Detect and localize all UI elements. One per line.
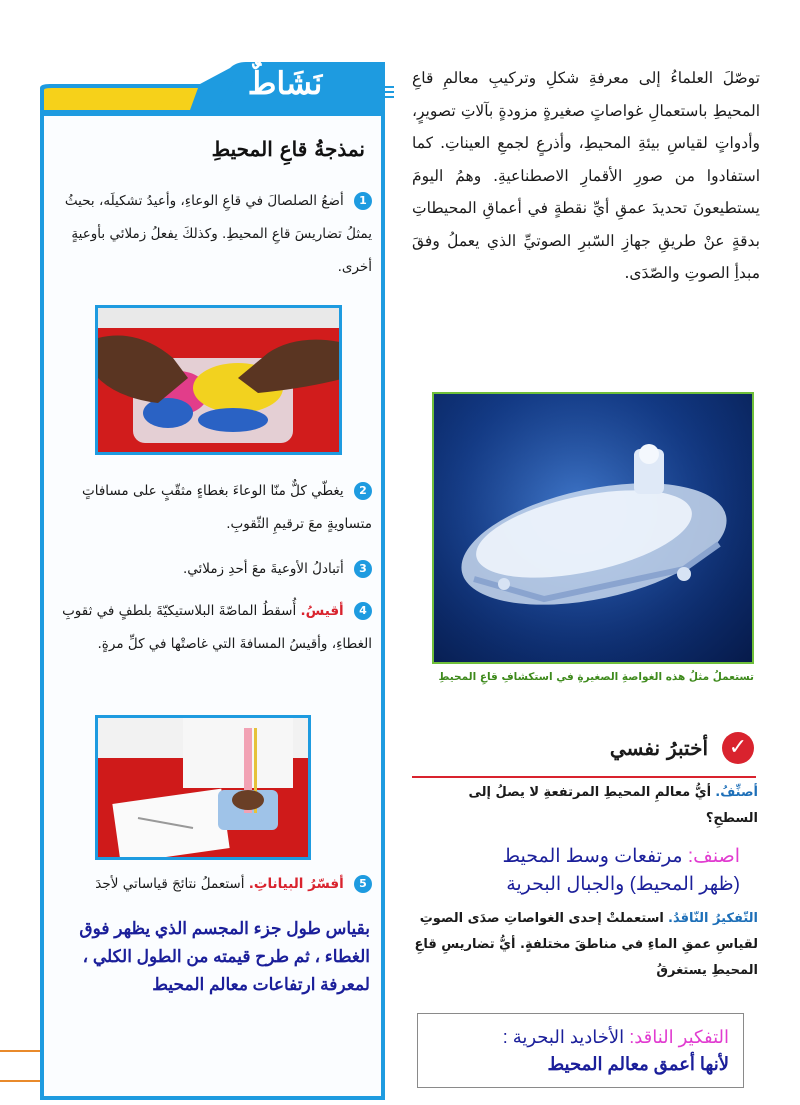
classify-label: أصنِّفُ. bbox=[715, 785, 758, 800]
classify-question-text: أيُّ معالمِ المحيطِ المرتفعةِ لا يصلُ إلى السطحِ؟ bbox=[468, 785, 758, 826]
activity-step-1 bbox=[56, 185, 372, 284]
critical-question-text: استعملتْ إحدى الغواصاتِ صدَى الصوتِ لقياسِ عمقِ الماءِ في مناطقَ مختلفةٍ. أيُّ تضاريسِ قاعِ المحيطِ يستغرقُ bbox=[414, 911, 758, 978]
critical-answer-line1: الأخاديد البحرية : bbox=[502, 1027, 625, 1047]
classify-question bbox=[412, 780, 758, 832]
classify-answer-line2: (ظهر المحيط) والجبال البحرية bbox=[506, 874, 740, 895]
step-number-3: 3 bbox=[354, 560, 372, 578]
submarine-caption: تستعملُ مثلُ هذه الغواصةِ الصغيرةِ في استكشافِ قاعِ المحيطِ bbox=[438, 671, 754, 683]
menu-lines-icon bbox=[370, 86, 394, 102]
classify-answer-label: اصنف: bbox=[687, 846, 740, 867]
activity-step-4 bbox=[56, 595, 372, 661]
edge-rule-1 bbox=[0, 1050, 40, 1052]
submarine-illustration bbox=[434, 394, 754, 664]
intro-paragraph: توصّلَ العلماءُ إلى معرفةِ شكلِ وتركيبِ معالمِ قاعِ المحيطِ باستعمالِ غواصاتٍ صغيرةٍ مزودةٍ بآلاتِ تصويرٍ، وأدواتٍ لقياسِ بيئةِ المحيطِ، وأذرعٍ لجمعِ العيناتِ. كما استفادوا من صورِ الأقمارِ الاصطناعيةِ. وهمُ اليومَ يستطيعونَ تحديدَ عمقِ أيِّ نقطةٍ في أعماقِ المحيطاتِ بدقةٍ عنْ طريقِ جهازِ السّبرِ الصوتيِّ الذي يعملُ وفقَ مبدأِ الصوتِ والصّدَى. bbox=[412, 69, 760, 282]
activity-title: نمذجةُ قاعِ المحيطِ bbox=[211, 137, 365, 161]
clay-container-photo bbox=[95, 305, 342, 455]
clay-illustration bbox=[98, 308, 342, 455]
step-number-1: 1 bbox=[354, 192, 372, 210]
critical-question bbox=[412, 906, 758, 1009]
self-test-divider bbox=[412, 776, 756, 778]
step-text-1: أضعُ الصلصالَ في قاعِ الوعاءِ، وأعيدُ تشكيلَه، بحيثُ يمثلُ تضاريسَ قاعِ المحيطِ. وكذلكَ يفعلُ زملائي بأوعيةٍ أخرى. bbox=[64, 193, 372, 275]
step-text-5: أستعملُ نتائجَ قياساتي لأجدَ bbox=[95, 876, 245, 892]
classify-answer-line1: مرتفعات وسط المحيط bbox=[502, 846, 683, 867]
step-text-3: أتبادلُ الأوعيةَ معَ أحدِ زملائي. bbox=[182, 561, 344, 577]
activity-step-3 bbox=[56, 553, 372, 586]
critical-label: التّفكيرُ النّاقدُ. bbox=[668, 911, 758, 926]
self-test-title: أختبرُ نفسي bbox=[609, 736, 708, 760]
critical-answer-box bbox=[417, 1013, 744, 1088]
self-test-header bbox=[560, 730, 754, 766]
intro-column bbox=[412, 62, 760, 290]
step-number-5: 5 bbox=[354, 875, 372, 893]
activity-tab-label: نَشَاطٌ bbox=[247, 66, 323, 102]
step-number-2: 2 bbox=[354, 482, 372, 500]
check-icon: ✓ bbox=[722, 732, 754, 764]
page-edge-marks bbox=[0, 990, 40, 1090]
step-label-5: أفسّرُ البياناتِ. bbox=[248, 876, 344, 892]
classify-answer bbox=[440, 843, 740, 899]
step-number-4: 4 bbox=[354, 602, 372, 620]
ruler-illustration bbox=[98, 718, 311, 860]
submarine-photo bbox=[432, 392, 754, 664]
critical-answer-line2: لأنها أعمق معالم المحيط bbox=[547, 1054, 729, 1074]
ruler-measuring-photo bbox=[95, 715, 311, 860]
step-label-4: أقيسُ. bbox=[300, 603, 344, 619]
critical-answer-label: التفكير الناقد: bbox=[629, 1027, 729, 1047]
edge-rule-2 bbox=[0, 1080, 40, 1082]
activity-step-5 bbox=[56, 868, 372, 902]
step-text-4: أُسقطُ الماصّةَ البلاستيكيّةَ بلطفٍ في ثقوبِ الغطاءِ، وأقيسُ المسافةَ التي غاصتْها في كلِّ مرةٍ. bbox=[62, 603, 372, 652]
handwritten-answer: بقياس طول جزء المجسم الذي يظهر فوق الغطاء ، ثم طرح قيمته من الطول الكلي ، لمعرفة ارتفاعات معالم المحيط bbox=[79, 919, 370, 994]
activity-step-2 bbox=[56, 475, 372, 541]
step-text-2: يغطّي كلٌّ منّا الوعاءَ بغطاءٍ مثقّبٍ على مسافاتٍ متساويةٍ معَ ترقيمِ الثّقوبِ. bbox=[82, 483, 372, 532]
